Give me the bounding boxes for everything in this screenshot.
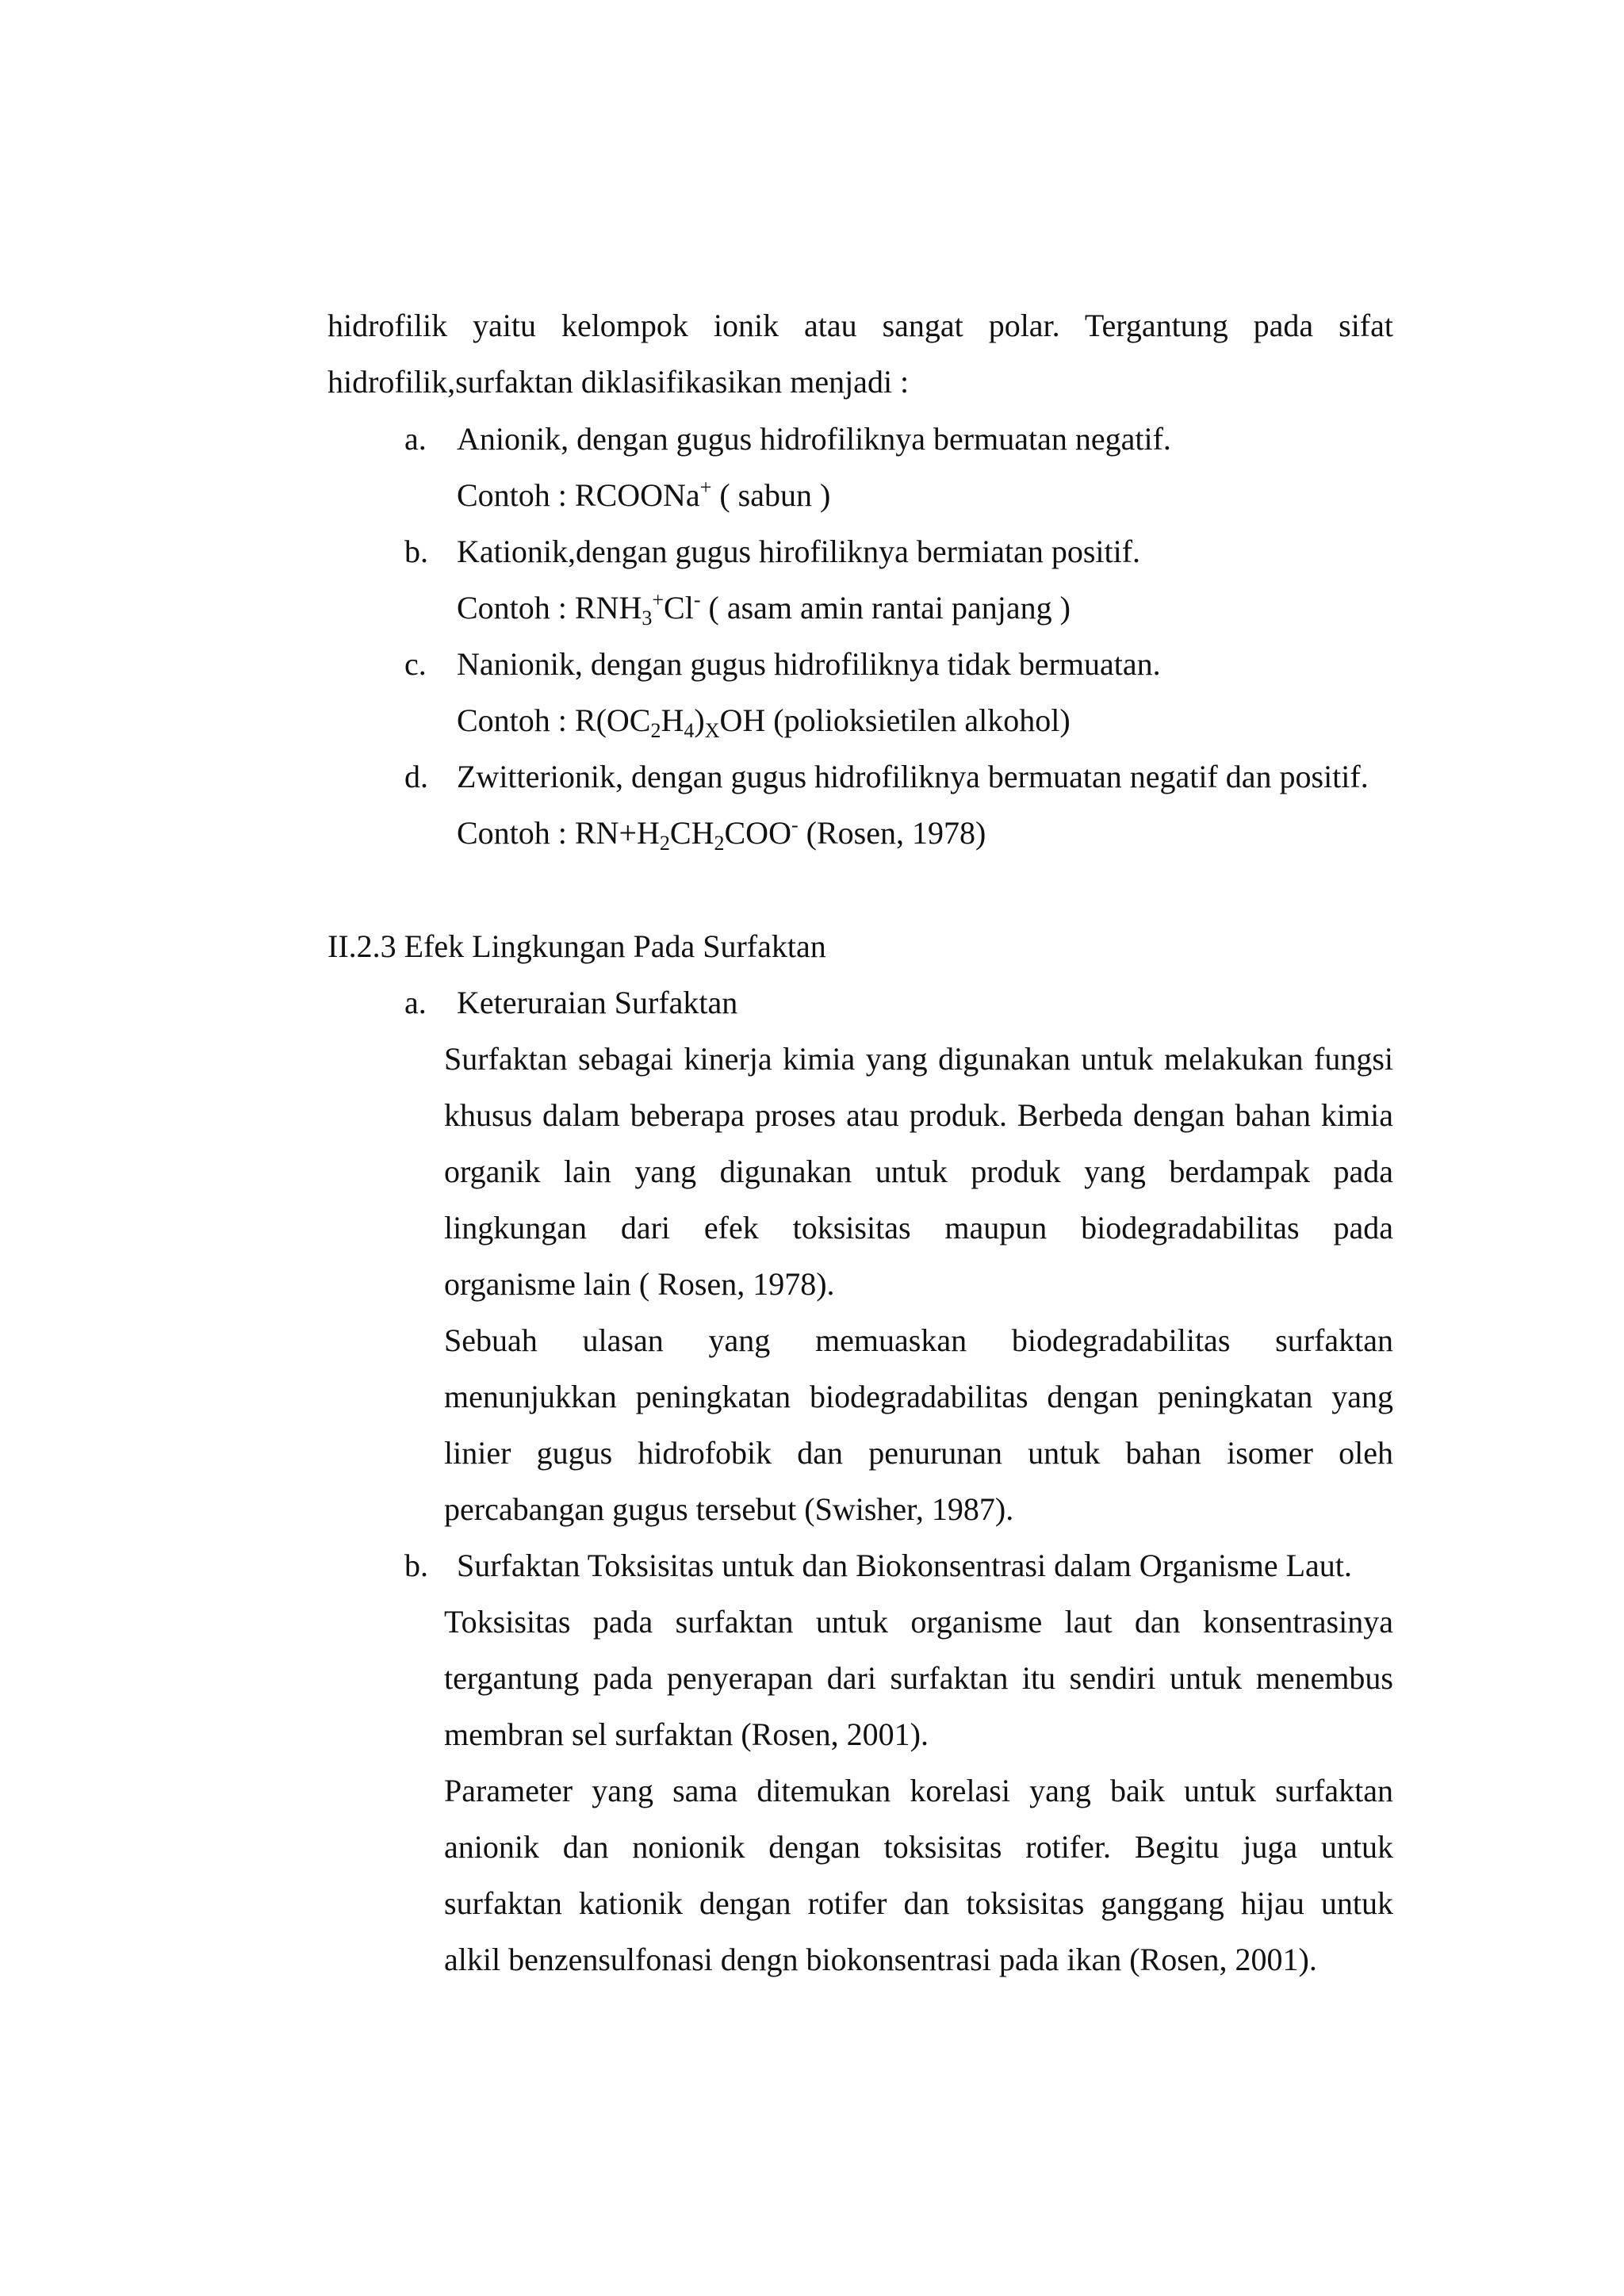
paragraph-line: Parameter yang sama ditemukan korelasi yang baik untuk surfaktan — [444, 1773, 1393, 1808]
paragraph-line: Toksisitas pada surfaktan untuk organisme laut dan konsentrasinya — [444, 1604, 1393, 1640]
paragraph-line: organik lain yang digunakan untuk produk yang berdampak pada — [444, 1154, 1393, 1189]
intro-line-2: hidrofilik,surfaktan diklasifikasikan menjadi : — [327, 364, 910, 400]
example-kationik: Contoh : $RNH_3^+Cl^-$ ( asam amin rantai panjang ) — [457, 588, 1071, 629]
list-item-anionik: Anionik, dengan gugus hidrofiliknya bermuatan negatif. — [457, 421, 1171, 457]
list-marker-c: c. — [404, 646, 427, 682]
list-marker-b: b. — [404, 534, 428, 569]
paragraph-line: alkil benzensulfonasi dengn biokonsentrasi pada ikan (Rosen, 2001). — [444, 1942, 1317, 1977]
intro-line-1: hidrofilik yaitu kelompok ionik atau sangat polar. Tergantung pada sifat — [327, 308, 1393, 343]
list-item-nanionik: Nanionik, dengan gugus hidrofiliknya tidak bermuatan. — [457, 646, 1161, 682]
paragraph-line: percabangan gugus tersebut (Swisher, 1987). — [444, 1491, 1014, 1527]
subsection-title-b: Surfaktan Toksisitas untuk dan Biokonsentrasi dalam Organisme Laut. — [457, 1548, 1352, 1583]
example-zwitterionik: Contoh : $RN+H_2CH_2COO^-$ (Rosen, 1978) — [457, 813, 986, 855]
paragraph-line: organisme lain ( Rosen, 1978). — [444, 1266, 835, 1302]
example-nanionik: Contoh : $R(OC_2H_4)_XOH$ (polioksietilen alkohol) — [457, 702, 1071, 742]
example-anionik: Contoh : RCOONa+ ( sabun ) — [457, 476, 831, 513]
subsection-marker-b: b. — [404, 1548, 428, 1583]
paragraph-line: menunjukkan peningkatan biodegradabilitas dengan peningkatan yang — [444, 1379, 1393, 1414]
paragraph-line: tergantung pada penyerapan dari surfaktan itu sendiri untuk menembus — [444, 1660, 1393, 1696]
paragraph-line: membran sel surfaktan (Rosen, 2001). — [444, 1716, 929, 1752]
paragraph-line: Surfaktan sebagai kinerja kimia yang digunakan untuk melakukan fungsi — [444, 1041, 1393, 1077]
paragraph-line: Sebuah ulasan yang memuaskan biodegradabilitas surfaktan — [444, 1322, 1393, 1358]
paragraph-line: surfaktan kationik dengan rotifer dan toksisitas ganggang hijau untuk — [444, 1885, 1393, 1921]
subsection-marker-a: a. — [404, 985, 427, 1020]
list-item-kationik: Kationik,dengan gugus hirofiliknya bermiatan positif. — [457, 534, 1141, 569]
paragraph-line: anionik dan nonionik dengan toksisitas rotifer. Begitu juga untuk — [444, 1829, 1393, 1865]
subsection-title-a: Keteruraian Surfaktan — [457, 985, 738, 1020]
list-marker-a: a. — [404, 421, 427, 457]
paragraph-line: lingkungan dari efek toksisitas maupun biodegradabilitas pada — [444, 1210, 1393, 1246]
list-marker-d: d. — [404, 759, 428, 794]
paragraph-line: linier gugus hidrofobik dan penurunan untuk bahan isomer oleh — [444, 1435, 1393, 1471]
paragraph-line: khusus dalam beberapa proses atau produk. Berbeda dengan bahan kimia — [444, 1097, 1393, 1133]
section-heading: II.2.3 Efek Lingkungan Pada Surfaktan — [327, 928, 826, 964]
list-item-zwitterionik: Zwitterionik, dengan gugus hidrofiliknya bermuatan negatif dan positif. — [457, 759, 1369, 794]
